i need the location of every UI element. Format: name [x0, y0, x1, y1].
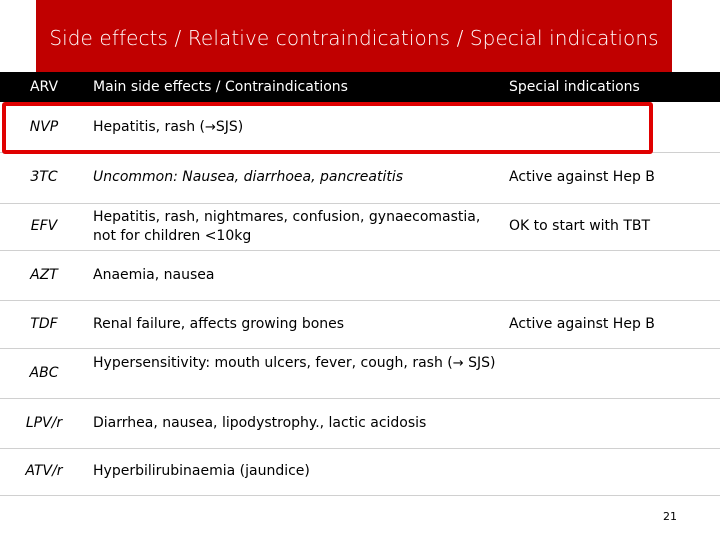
side-effects: Hyperbilirubinaemia (jaundice) [93, 463, 310, 479]
arv-name: EFV [30, 218, 58, 234]
page-number: 21 [663, 510, 677, 523]
special-indication [509, 448, 714, 495]
side-effects: Renal failure, affects growing bones [93, 315, 345, 332]
side-effects: Uncommon: Nausea, diarrhoea, pancreatitis [93, 169, 404, 185]
table-row [0, 152, 720, 204]
special-indication [509, 398, 714, 448]
side-effects-text: SJS) [463, 355, 496, 371]
slide-title: Side effects / Relative contraindications / Special indications [49, 26, 659, 50]
arrow-icon: → [452, 356, 464, 371]
arv-name: 3TC [30, 169, 58, 185]
special-indication [509, 348, 714, 398]
table-row [0, 300, 720, 349]
special-indication [509, 250, 714, 300]
side-effects: Anaemia, nausea [93, 266, 215, 283]
side-effects: Diarrhea, nausea, lipodystrophy., lactic acidosis [93, 414, 427, 431]
special-indication: Active against Hep B [509, 315, 655, 332]
highlight-box [2, 102, 653, 154]
arv-name: TDF [30, 315, 58, 332]
special-indication: Active against Hep B [509, 169, 655, 185]
special-indication: OK to start with TBT [509, 218, 651, 234]
arv-name: ATV/r [25, 463, 63, 479]
side-effects-text: Hypersensitivity: mouth ulcers, fever, cough, rash ( [93, 355, 453, 371]
side-effects-text: SJS) [215, 118, 244, 135]
arv-name: ABC [29, 364, 59, 381]
table-row [0, 398, 720, 449]
table-header [0, 72, 720, 102]
table-row [0, 448, 720, 496]
table-row [0, 250, 720, 301]
side-effects: Hepatitis, rash, nightmares, confusion, gynaecomastia, not for children <10kg [93, 208, 481, 244]
table-row [0, 348, 720, 399]
side-effects [93, 348, 505, 404]
side-effects-text: Hepatitis, rash ( [93, 118, 205, 135]
arv-name: AZT [30, 266, 58, 283]
header-arv: ARV [29, 78, 59, 95]
arv-name: LPV/r [25, 414, 63, 431]
arv-name: NVP [29, 118, 59, 135]
header-side-effects: Main side effects / Contraindications [93, 78, 348, 95]
header-special-indications: Special indications [509, 78, 640, 95]
table-row [0, 203, 720, 251]
arrow-icon: → [204, 119, 216, 135]
